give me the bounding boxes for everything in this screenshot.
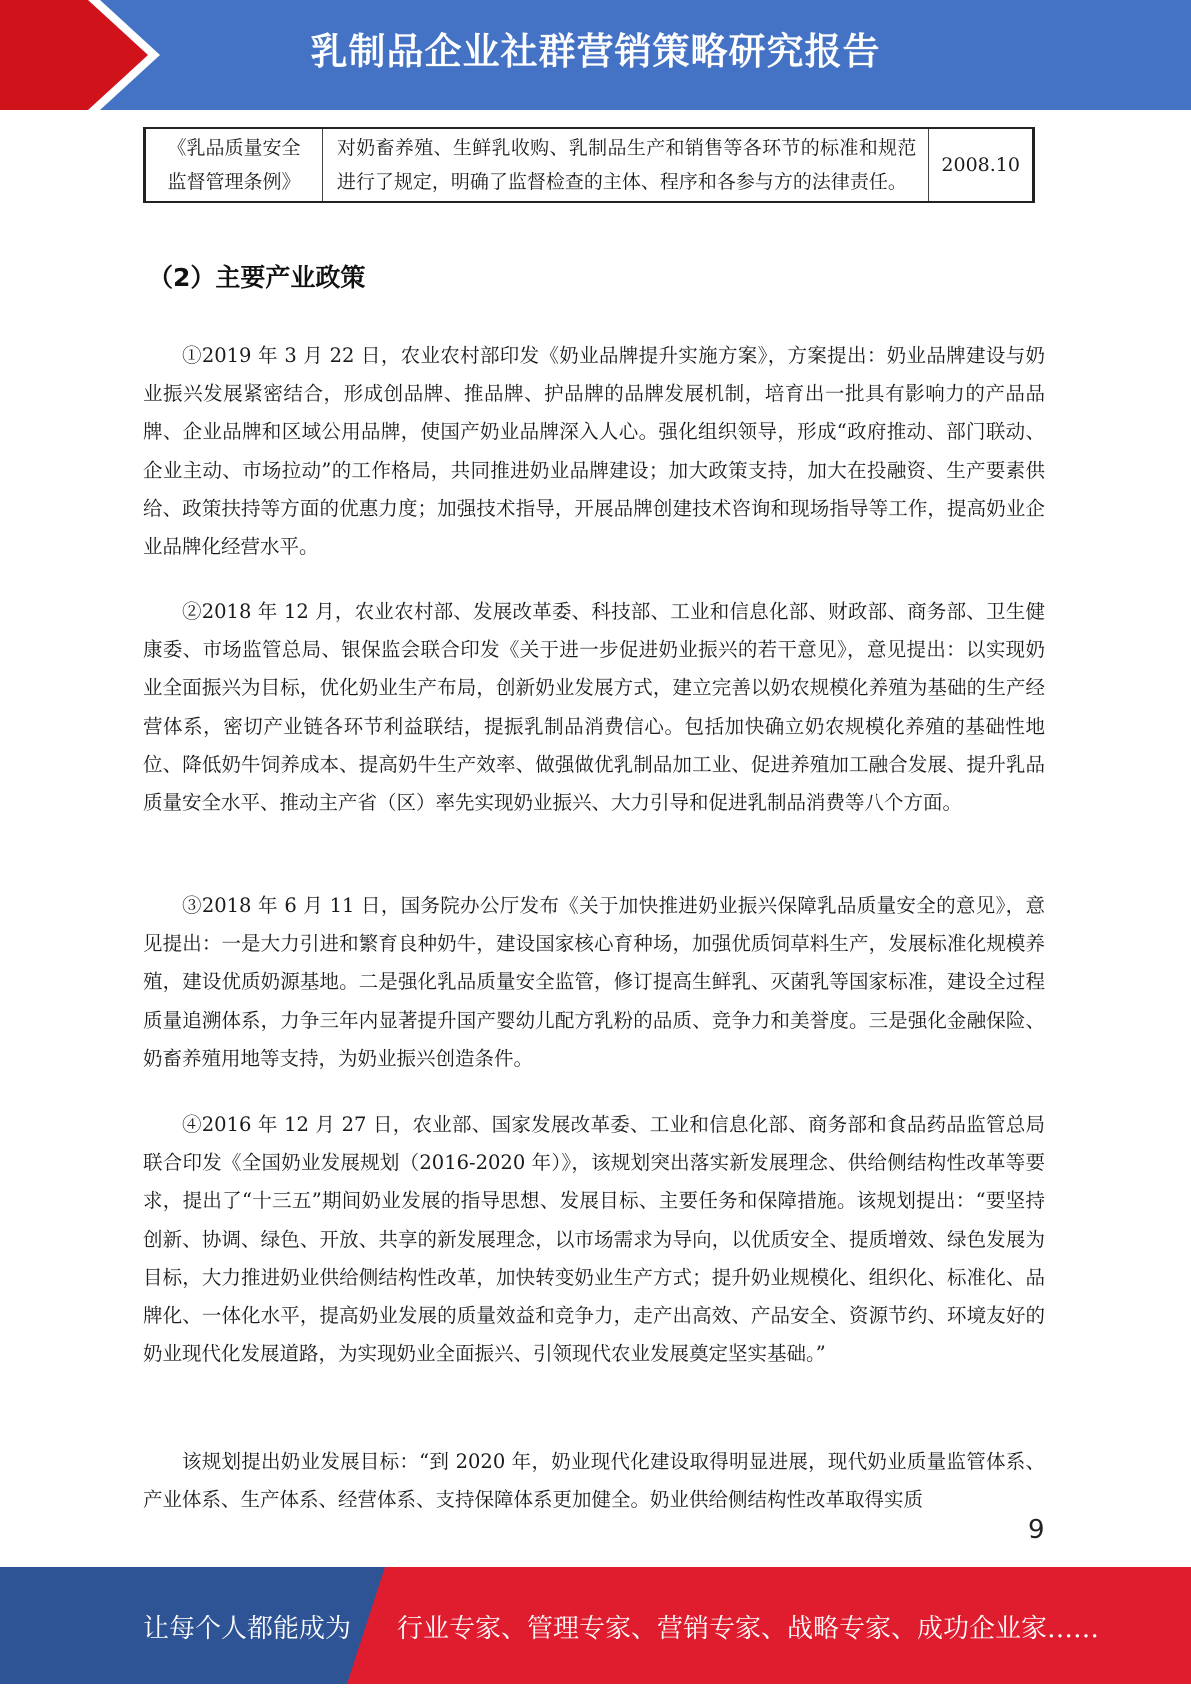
regulation-name-cell: 《乳品质量安全监督管理条例》 bbox=[145, 128, 323, 202]
paragraph-policy-3: ③2018 年 6 月 11 日，国务院办公厅发布《关于加快推进奶业振兴保障乳品质量安全的意见》，意见提出：一是大力引进和繁育良种奶牛，建设国家核心育种场，加强优质饲草料生产，发展标准化规模养殖，建设优质奶源基地。二是强化乳品质量安全监管，修订提高生鲜乳、灭菌乳等国家标准，建设全过程质量追溯体系，力争三年内显著提升国产婴幼儿配方乳粉的品质、竞争力和美誉度。三是强化金融保险、奶畜养殖用地等支持，为奶业振兴创造条件。 bbox=[143, 894, 1045, 1070]
paragraph-policy-2: ②2018 年 12 月，农业农村部、发展改革委、科技部、工业和信息化部、财政部、商务部、卫生健康委、市场监管总局、银保监会联合印发《关于进一步促进奶业振兴的若干意见》，意见提出：以实现奶业全面振兴为目标，优化奶业生产布局，创新奶业发展方式，建立完善以奶农规模化养殖为基础的生产经营体系，密切产业链各环节利益联结，提振乳制品消费信心。包括加快确立奶农规模化养殖的基础性地位、降低奶牛饲养成本、提高奶牛生产效率、做强做优乳制品加工业、促进养殖加工融合发展、提升乳品质量安全水平、推动主产省（区）率先实现奶业振兴、大力引导和促进乳制品消费等八个方面。 bbox=[143, 600, 1045, 815]
paragraph-plan-goal: 该规划提出奶业发展目标：“到 2020 年，奶业现代化建设取得明显进展，现代奶业质量监管体系、产业体系、生产体系、经营体系、支持保障体系更加健全。奶业供给侧结构性改革取得实质 bbox=[143, 1450, 1045, 1512]
report-title: 乳制品企业社群营销策略研究报告 bbox=[310, 30, 881, 73]
page-header bbox=[0, 0, 1191, 110]
section-heading: （2）主要产业政策 bbox=[148, 263, 366, 292]
paragraph-policy-1: ①2019 年 3 月 22 日，农业农村部印发《奶业品牌提升实施方案》，方案提出：奶业品牌建设与奶业振兴发展紧密结合，形成创品牌、推品牌、护品牌的品牌发展机制，培育出一批具有影响力的产品品牌、企业品牌和区域公用品牌，使国产奶业品牌深入人心。强化组织领导，形成“政府推动、部门联动、企业主动、市场拉动”的工作格局，共同推进奶业品牌建设；加大政策支持，加大在投融资、生产要素供给、政策扶持等方面的优惠力度；加强技术指导，开展品牌创建技术咨询和现场指导等工作，提高奶业企业品牌化经营水平。 bbox=[143, 344, 1045, 559]
page-footer bbox=[0, 1567, 1191, 1684]
regulation-description-cell: 对奶畜养殖、生鲜乳收购、乳制品生产和销售等各环节的标准和规范进行了规定，明确了监督检查的主体、程序和各参与方的法律责任。 bbox=[322, 128, 929, 202]
footer-slogan-right: 行业专家、管理专家、营销专家、战略专家、成功企业家…… bbox=[397, 1614, 1100, 1644]
table-row bbox=[145, 128, 1034, 202]
regulation-date-cell: 2008.10 bbox=[929, 128, 1034, 202]
paragraph-policy-4: ④2016 年 12 月 27 日，农业部、国家发展改革委、工业和信息化部、商务部和食品药品监管总局联合印发《全国奶业发展规划（2016-2020 年）》，该规划突出落实新发展理念、供给侧结构性改革等要求，提出了“十三五”期间奶业发展的指导思想、发展目标、主要任务和保障措施。该规划提出：“要坚持创新、协调、绿色、开放、共享的新发展理念，以市场需求为导向，以优质安全、提质增效、绿色发展为目标，大力推进奶业供给侧结构性改革，加快转变奶业生产方式；提升奶业规模化、组织化、标准化、品牌化、一体化水平，提高奶业发展的质量效益和竞争力，走产出高效、产品安全、资源节约、环境友好的奶业现代化发展道路，为实现奶业全面振兴、引领现代农业发展奠定坚实基础。” bbox=[143, 1113, 1045, 1366]
footer-slogan-left: 让每个人都能成为 bbox=[143, 1614, 352, 1644]
regulation-table bbox=[143, 127, 1035, 203]
page-number: 9 bbox=[1028, 1515, 1045, 1545]
